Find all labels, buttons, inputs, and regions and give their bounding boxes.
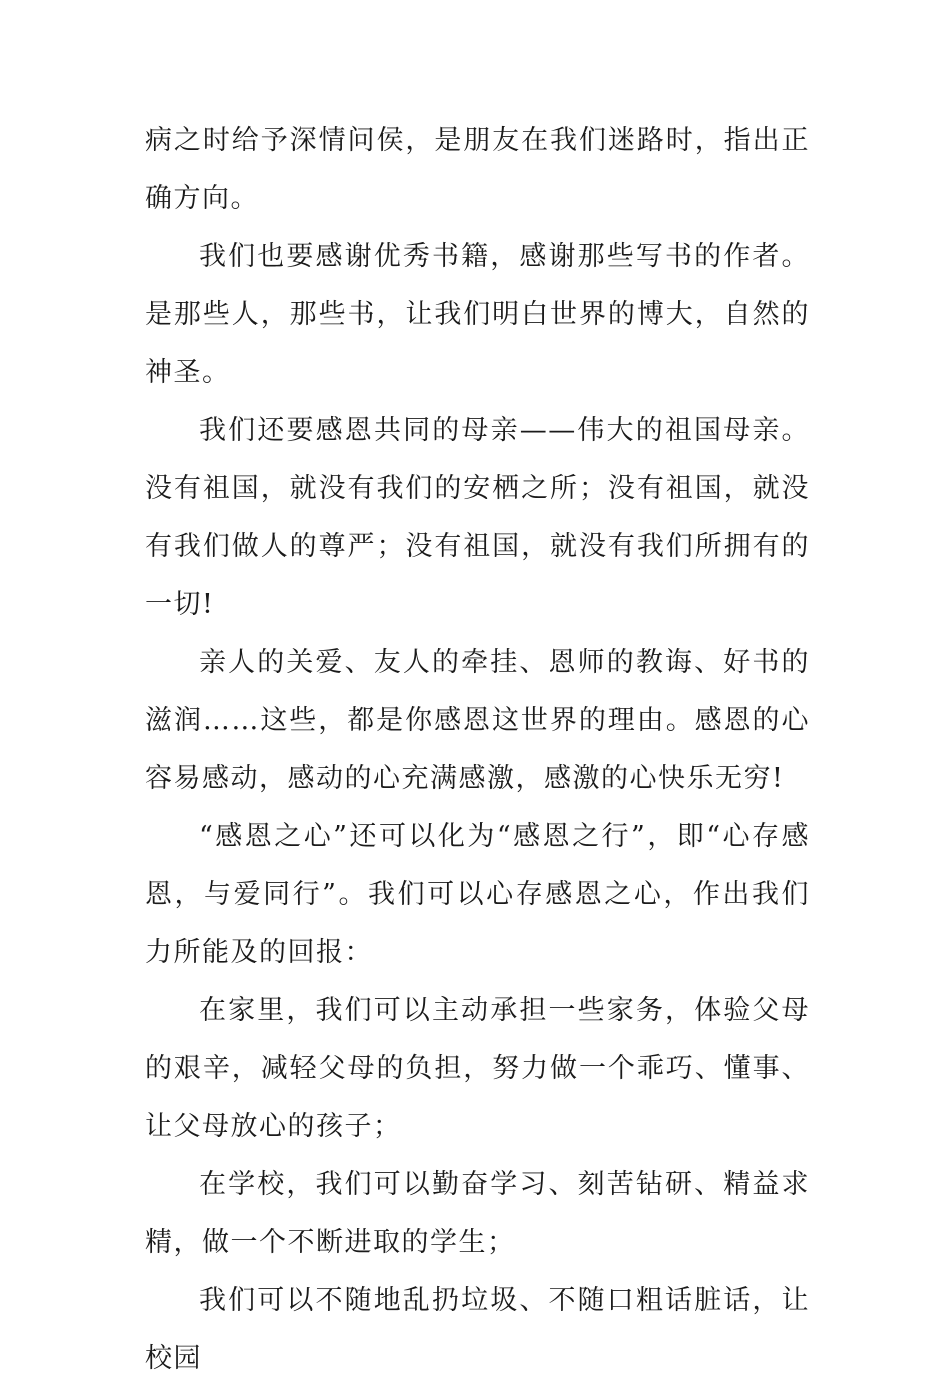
paragraph-2: 我们也要感谢优秀书籍，感谢那些写书的作者。是那些人，那些书，让我们明白世界的博大，自然的神圣。 bbox=[145, 241, 810, 388]
paragraph-8: 我们可以不随地乱扔垃圾、不随口粗话脏话，让校园 bbox=[145, 1285, 810, 1374]
paragraph-6: 在家里，我们可以主动承担一些家务，体验父母的艰辛，减轻父母的负担，努力做一个乖巧、懂事、让父母放心的孩子； bbox=[145, 995, 810, 1142]
paragraph-4: 亲人的关爱、友人的牵挂、恩师的教诲、好书的滋润……这些，都是你感恩这世界的理由。感恩的心容易感动，感动的心充满感激，感激的心快乐无穷! bbox=[145, 647, 810, 794]
paragraph-3: 我们还要感恩共同的母亲——伟大的祖国母亲。没有祖国，就没有我们的安栖之所；没有祖国，就没有我们做人的尊严；没有祖国，就没有我们所拥有的一切! bbox=[145, 415, 810, 620]
paragraph-7: 在学校，我们可以勤奋学习、刻苦钻研、精益求精，做一个不断进取的学生； bbox=[145, 1169, 810, 1258]
document-body bbox=[145, 112, 810, 1388]
paragraph-1: 病之时给予深情问侯，是朋友在我们迷路时，指出正确方向。 bbox=[145, 125, 810, 214]
paragraph-5: “感恩之心”还可以化为“感恩之行”，即“心存感恩，与爱同行”。我们可以心存感恩之心，作出我们力所能及的回报： bbox=[145, 821, 810, 968]
